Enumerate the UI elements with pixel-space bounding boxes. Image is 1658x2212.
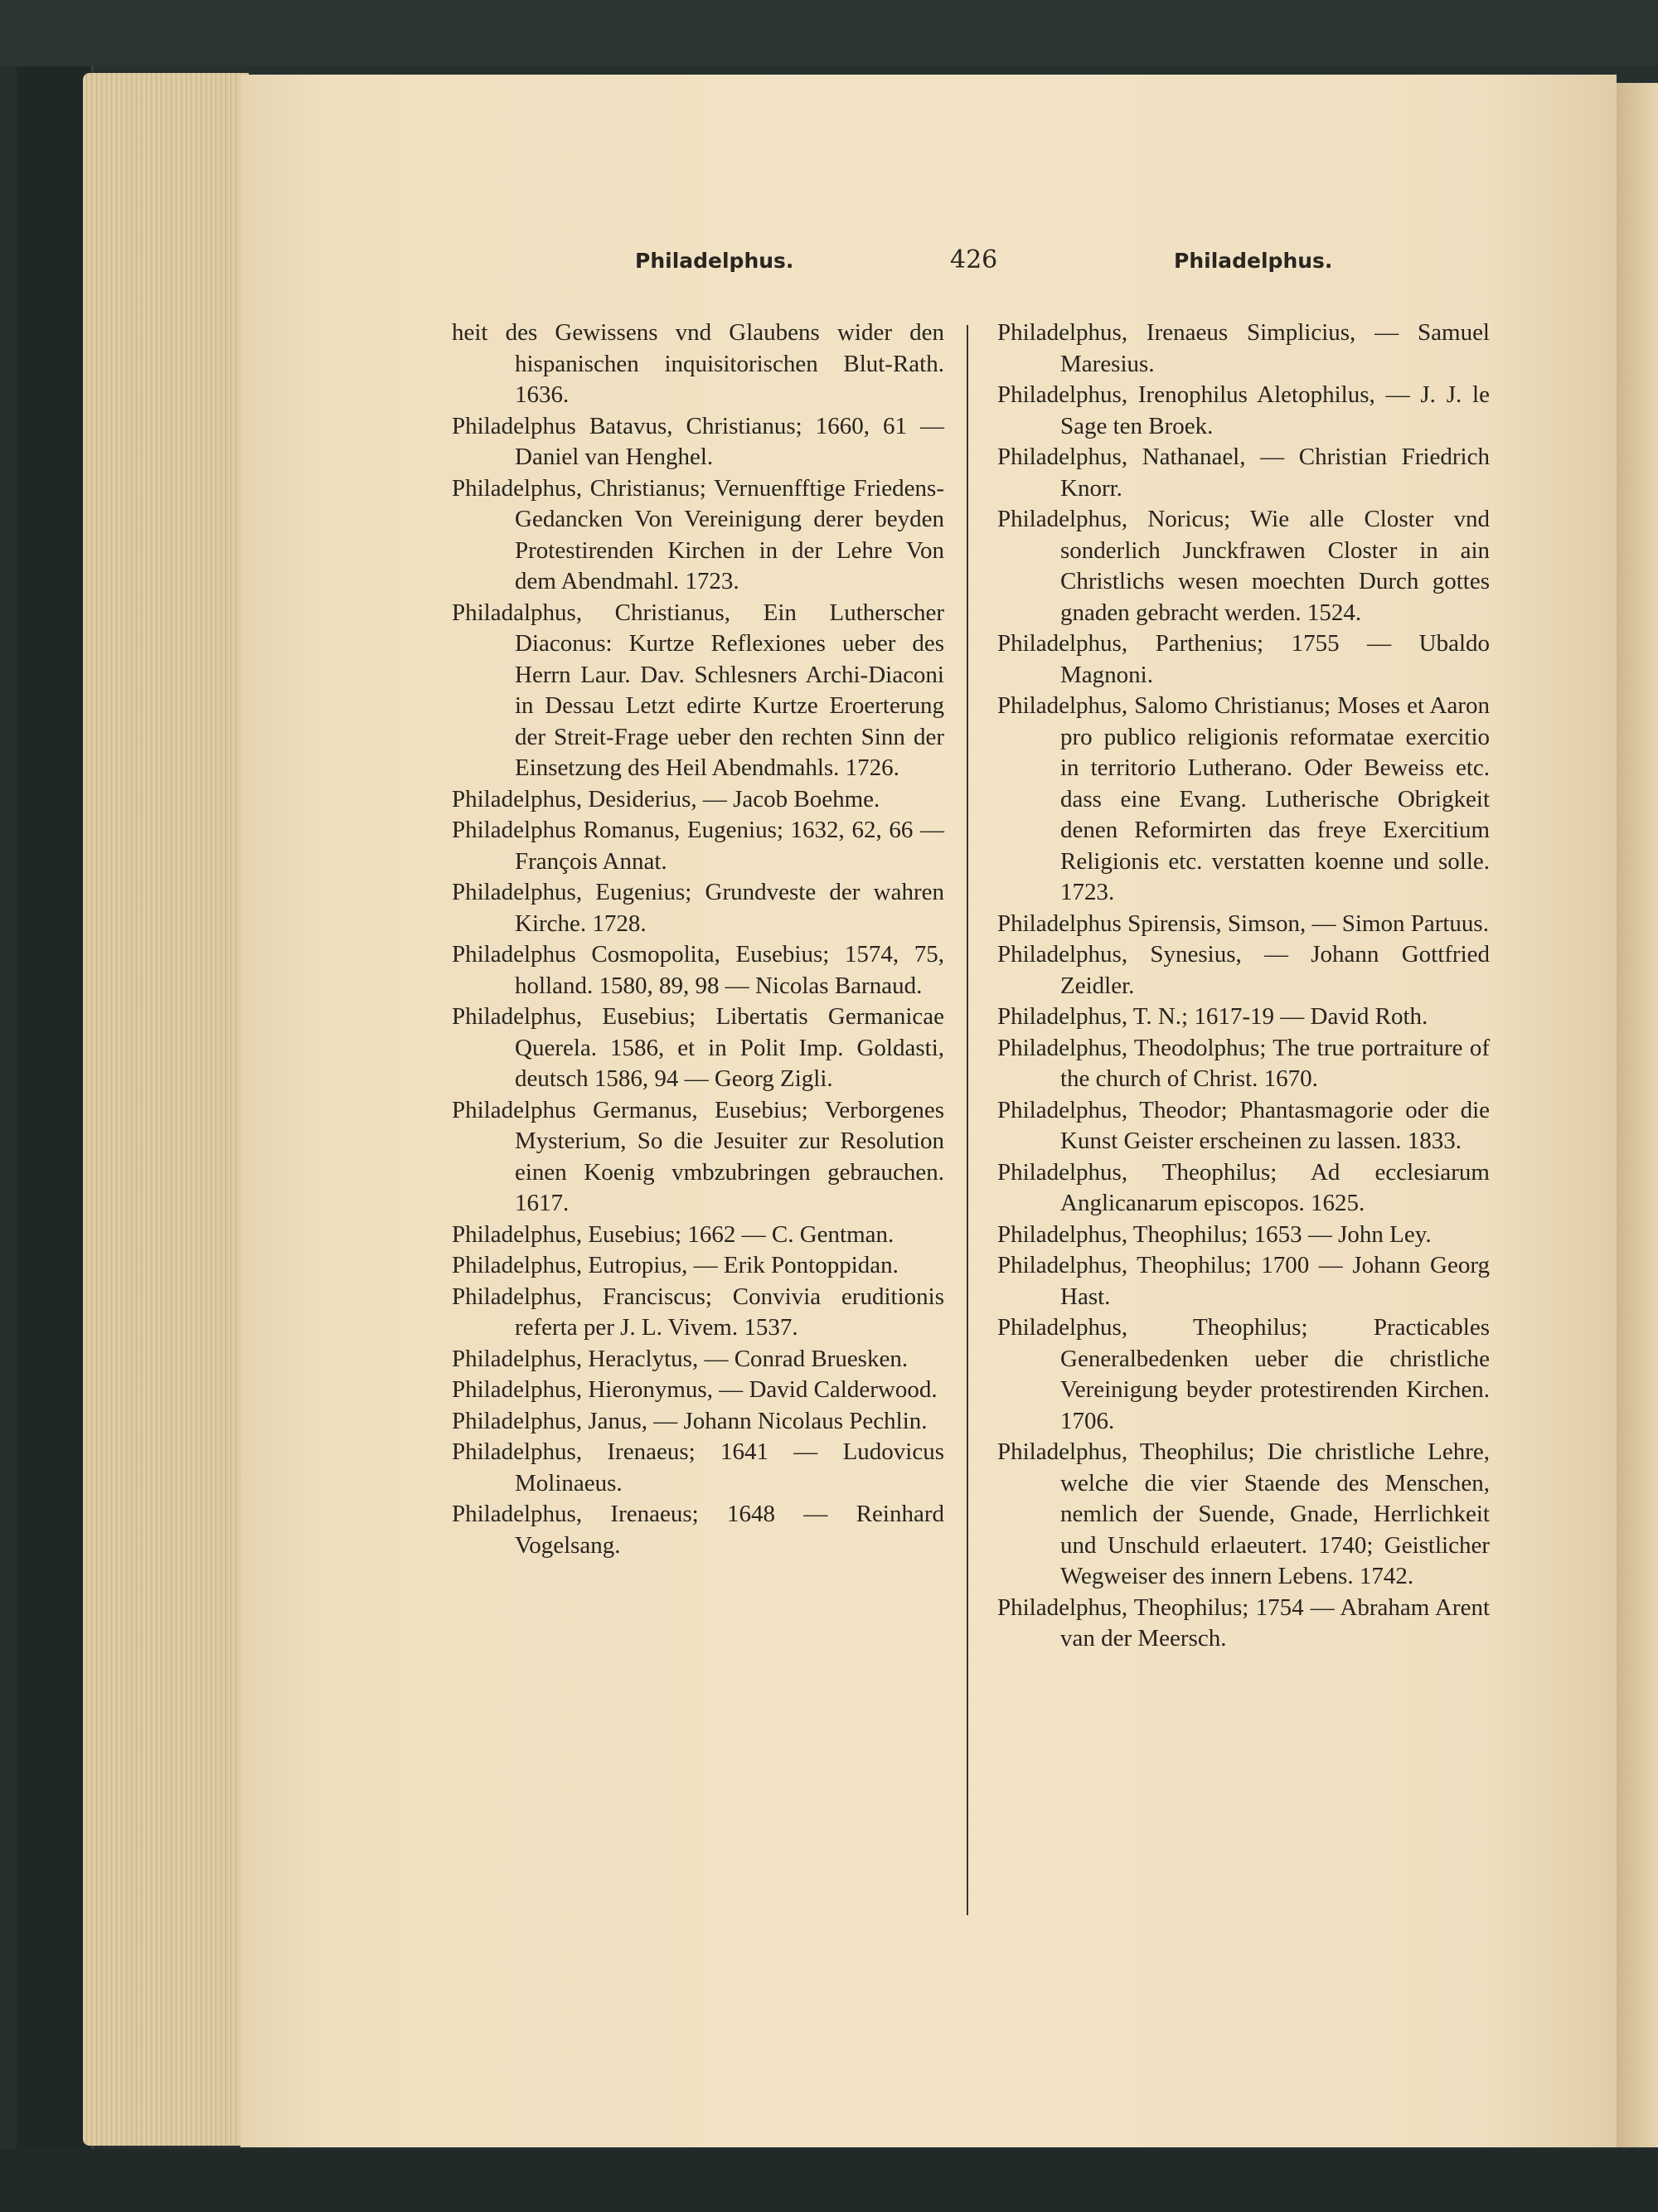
catalog-entry: Philadelphus, Eusebius; Libertatis Germanicae Querela. 1586, et in Polit Imp. Goldasti, deutsch 1586, 94 — Georg Zigli. <box>452 1003 944 1092</box>
catalog-entry: Philadalphus, Christianus, Ein Lutherscher Diaconus: Kurtze Reflexiones ueber des Herrn Laur. Dav. Schlesners Archi-Diaconi in Dessau Letzt edirte Kurtze Eroerterung der Streit-Frage ueber den rechten Sinn der Einsetzung des Heil Abendmahls. 1726. <box>452 599 944 781</box>
catalog-entry: Philadelphus Romanus, Eugenius; 1632, 62, 66 — François Annat. <box>452 817 944 875</box>
page-number: 426 <box>950 245 998 274</box>
running-head-left: Philadelphus. <box>635 249 794 273</box>
catalog-entry: Philadelphus Germanus, Eusebius; Verborgenes Mysterium, So die Jesuiter zur Resolution einen Koenig vmbzubringen gebrauchen. 1617. <box>452 1096 944 1216</box>
background-bottom <box>0 2149 1658 2212</box>
catalog-entry: Philadelphus, Theophilus; Die christliche Lehre, welche die vier Staende des Menschen, nemlich der Suende, Gnade, Herrlichkeit und Unschuld erlaeutert. 1740; Geistlicher Wegweiser des innern Lebens. 1742. <box>997 1438 1490 1589</box>
catalog-entry: Philadelphus, Theodolphus; The true portraiture of the church of Christ. 1670. <box>997 1034 1490 1092</box>
catalog-entry: Philadelphus, Irenophilus Aletophilus, — J. J. le Sage ten Broek. <box>997 381 1490 439</box>
catalog-entry: Philadelphus, Theophilus; Ad ecclesiarum Anglicanarum episcopos. 1625. <box>997 1158 1490 1216</box>
catalog-entry: Philadelphus, Synesius, — Johann Gottfried Zeidler. <box>997 941 1490 999</box>
catalog-entry: Philadelphus, Christianus; Vernuenfftige Friedens-Gedancken Von Vereinigung derer beyden Protestirenden Kirchen in der Lehre Von dem Abendmahl. 1723. <box>452 474 944 594</box>
right-column <box>997 318 1490 1655</box>
catalog-entry: Philadelphus, Heraclytus, — Conrad Bruesken. <box>452 1345 909 1372</box>
catalog-entry: Philadelphus, Noricus; Wie alle Closter vnd sonderlich Junckfrawen Closter in ain Christlichs wesen moechten Durch gottes gnaden gebracht werden. 1524. <box>997 506 1490 626</box>
catalog-entry: Philadelphus, Theodor; Phantasmagorie oder die Kunst Geister erscheinen zu lassen. 1833. <box>997 1096 1490 1154</box>
catalog-entry: Philadelphus Batavus, Christianus; 1660, 61 — Daniel van Henghel. <box>452 412 944 470</box>
catalog-entry: Philadelphus, Eutropius, — Erik Pontoppidan. <box>452 1252 899 1278</box>
catalog-entry: Philadelphus, Theophilus; 1700 — Johann Georg Hast. <box>997 1252 1490 1310</box>
background-top <box>0 0 1658 66</box>
catalog-entry: Philadelphus, Theophilus; 1653 — John Ley. <box>997 1220 1432 1248</box>
catalog-entry: Philadelphus Cosmopolita, Eusebius; 1574, 75, holland. 1580, 89, 98 — Nicolas Barnaud. <box>452 941 944 999</box>
left-column <box>452 318 944 1561</box>
next-page-edge <box>1615 83 1658 2147</box>
catalog-entry: heit des Gewissens vnd Glaubens wider den hispanischen inquisitorischen Blut-Rath. 1636. <box>452 319 944 408</box>
catalog-entry: Philadelphus, Nathanael, — Christian Friedrich Knorr. <box>997 444 1490 502</box>
catalog-entry: Philadelphus, Janus, — Johann Nicolaus Pechlin. <box>452 1407 928 1434</box>
catalog-entry: Philadelphus, Theophilus; 1754 — Abraham Arent van der Meersch. <box>997 1594 1490 1652</box>
catalog-entry: Philadelphus, Franciscus; Convivia eruditionis referta per J. L. Vivem. 1537. <box>452 1283 944 1341</box>
catalog-entry: Philadelphus Spirensis, Simson, — Simon Partuus. <box>997 910 1489 937</box>
catalog-entry: Philadelphus, Hieronymus, — David Calderwood. <box>452 1376 938 1403</box>
catalog-entry: Philadelphus, Eusebius; 1662 — C. Gentman. <box>452 1220 894 1248</box>
catalog-entry: Philadelphus, Irenaeus; 1641 — Ludovicus Molinaeus. <box>452 1438 944 1496</box>
catalog-entry: Philadelphus, Eugenius; Grundveste der wahren Kirche. 1728. <box>452 879 944 937</box>
catalog-entry: Philadelphus, T. N.; 1617-19 — David Roth. <box>997 1003 1428 1030</box>
page-edges <box>83 73 249 2146</box>
catalog-entry: Philadelphus, Salomo Christianus; Moses et Aaron pro publico religionis reformatae exercitio in territorio Lutherano. Oder Beweiss etc. dass eine Evang. Lutherische Obrigkeit denen Reformirten das freye Exercitium Religionis etc. verstatten koenne und solle. 1723. <box>997 692 1490 905</box>
catalog-entry: Philadelphus, Irenaeus Simplicius, — Samuel Maresius. <box>997 319 1490 377</box>
running-head-right: Philadelphus. <box>1174 249 1333 273</box>
catalog-entry: Philadelphus, Desiderius, — Jacob Boehme. <box>452 785 880 813</box>
column-divider <box>967 325 968 1915</box>
catalog-entry: Philadelphus, Parthenius; 1755 — Ubaldo Magnoni. <box>997 630 1490 688</box>
catalog-entry: Philadelphus, Irenaeus; 1648 — Reinhard Vogelsang. <box>452 1501 944 1559</box>
catalog-entry: Philadelphus, Theophilus; Practicables Generalbedenken ueber die christliche Vereinigung beyder protestirenden Kirchen. 1706. <box>997 1314 1490 1434</box>
